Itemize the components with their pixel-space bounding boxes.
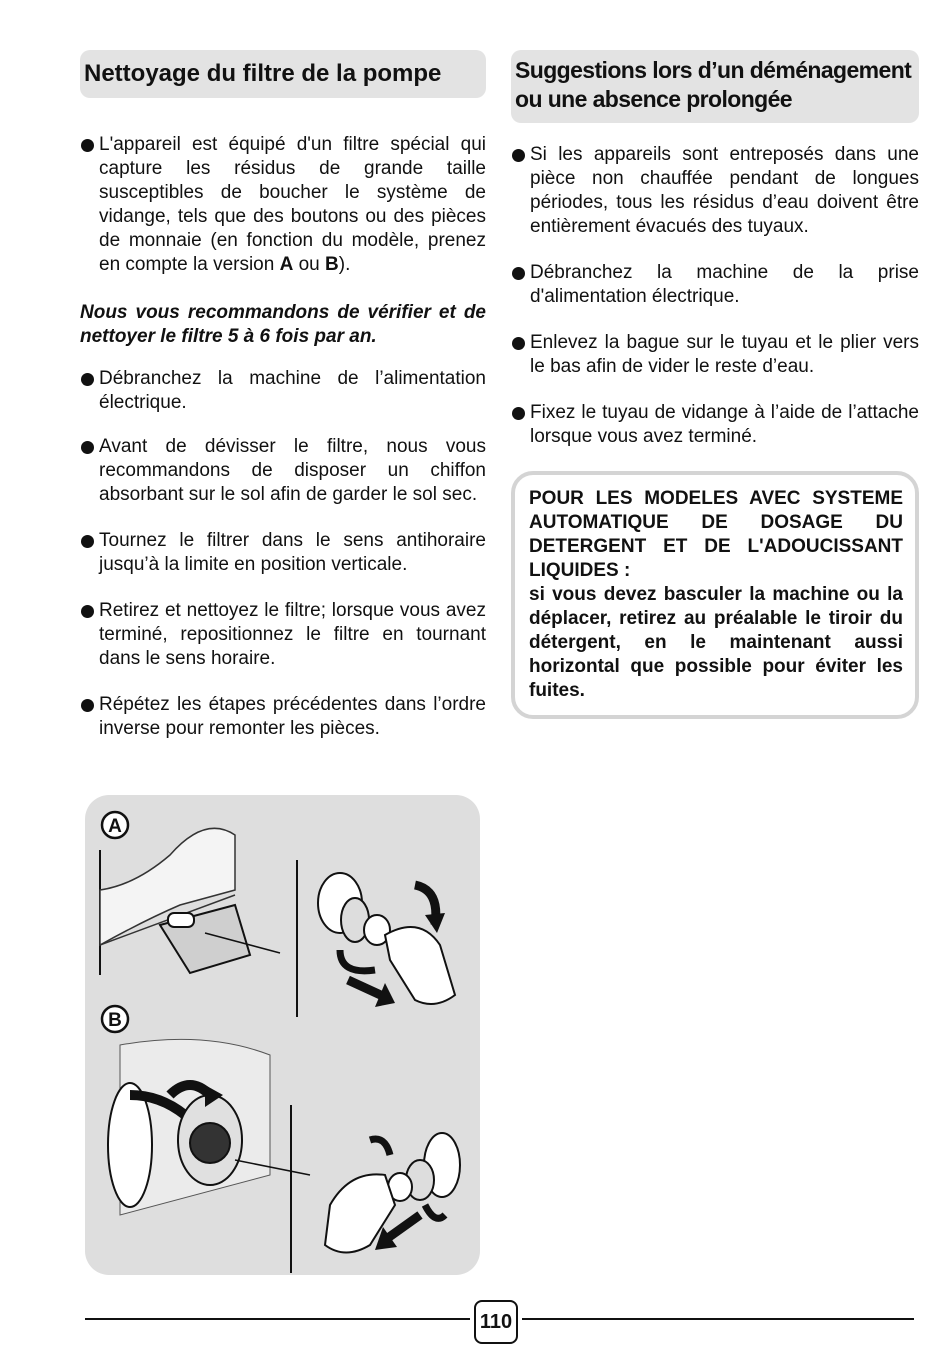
suggestion-item: Enlevez la bague sur le tuyau et le plier vers le bas afin de vider le reste d’eau.: [511, 331, 919, 379]
title-line-2: ou une absence prolongée: [515, 86, 792, 112]
footer-rule-right: [522, 1318, 914, 1320]
right-column: [511, 50, 919, 719]
warning-box: [511, 471, 919, 719]
label-a-text: A: [108, 816, 122, 837]
suggestion-item: Fixez le tuyau de vidange à l’aide de l’attache lorsque vous avez terminé.: [511, 401, 919, 449]
filter-diagram: [85, 795, 480, 1275]
version-a-label: A: [279, 254, 294, 275]
step-item: Avant de dévisser le filtre, nous vous recommandons de disposer un chiffon absorbant sur le sol afin de garder le sol sec.: [80, 435, 486, 507]
step-item: Retirez et nettoyez le filtre; lorsque vous avez terminé, repositionnez le filtre en tournant dans le sens horaire.: [80, 599, 486, 671]
hand-filter-b: [325, 1133, 460, 1253]
filter-illustration: [85, 795, 480, 1275]
label-b-text: B: [108, 1010, 122, 1031]
intro-text: L'appareil est équipé d'un filtre spécial qui capture les résidus de grande taille susceptibles de boucher le système de vidange, tels que des boutons ou des pièces de monnaie (en fonction du modèle, prenez en compte la version: [99, 134, 486, 275]
intro-or: ou: [293, 254, 326, 275]
label-a-marker: [102, 812, 128, 838]
label-b-marker: [102, 1006, 128, 1032]
machine-corner-a: [100, 828, 297, 1017]
suggestion-item: Débranchez la machine de la prise d'alimentation électrique.: [511, 261, 919, 309]
section-title-filter-cleaning: Nettoyage du filtre de la pompe: [80, 50, 486, 98]
suggestion-item: Si les appareils sont entreposés dans une pièce non chauffée pendant de longues périodes, tous les résidus d’eau doivent être entièrement évacués des tuyaux.: [511, 143, 919, 239]
step-item: Répétez les étapes précédentes dans l’ordre inverse pour remonter les pièces.: [80, 693, 486, 741]
filter-door-b: [108, 1039, 310, 1273]
step-item: Débranchez la machine de l’alimentation électrique.: [80, 367, 486, 415]
warning-heading: POUR LES MODELES AVEC SYSTEME AUTOMATIQUE DE DOSAGE DU DETERGENT ET DE L'ADOUCISSANT LIQUIDES :: [529, 488, 903, 581]
section-title-moving-suggestions: [511, 50, 919, 123]
version-b-label: B: [325, 254, 339, 275]
footer-rule-left: [85, 1318, 470, 1320]
left-column: [80, 50, 486, 741]
intro-paragraph: [80, 133, 486, 277]
hand-filter-a: [318, 873, 455, 1007]
intro-end: ).: [338, 254, 351, 275]
recommendation-note: Nous vous recommandons de vérifier et de nettoyer le filtre 5 à 6 fois par an.: [80, 302, 486, 347]
title-line-1: Suggestions lors d’un déménagement: [515, 57, 912, 83]
step-item: Tournez le filtrer dans le sens antihoraire jusqu’à la limite en position verticale.: [80, 529, 486, 577]
page-number: 110: [474, 1300, 518, 1344]
warning-text: si vous devez basculer la machine ou la déplacer, retirez au préalable le tiroir du détergent, en le maintenant aussi horizontal que possible pour éviter les fuites.: [529, 584, 903, 701]
